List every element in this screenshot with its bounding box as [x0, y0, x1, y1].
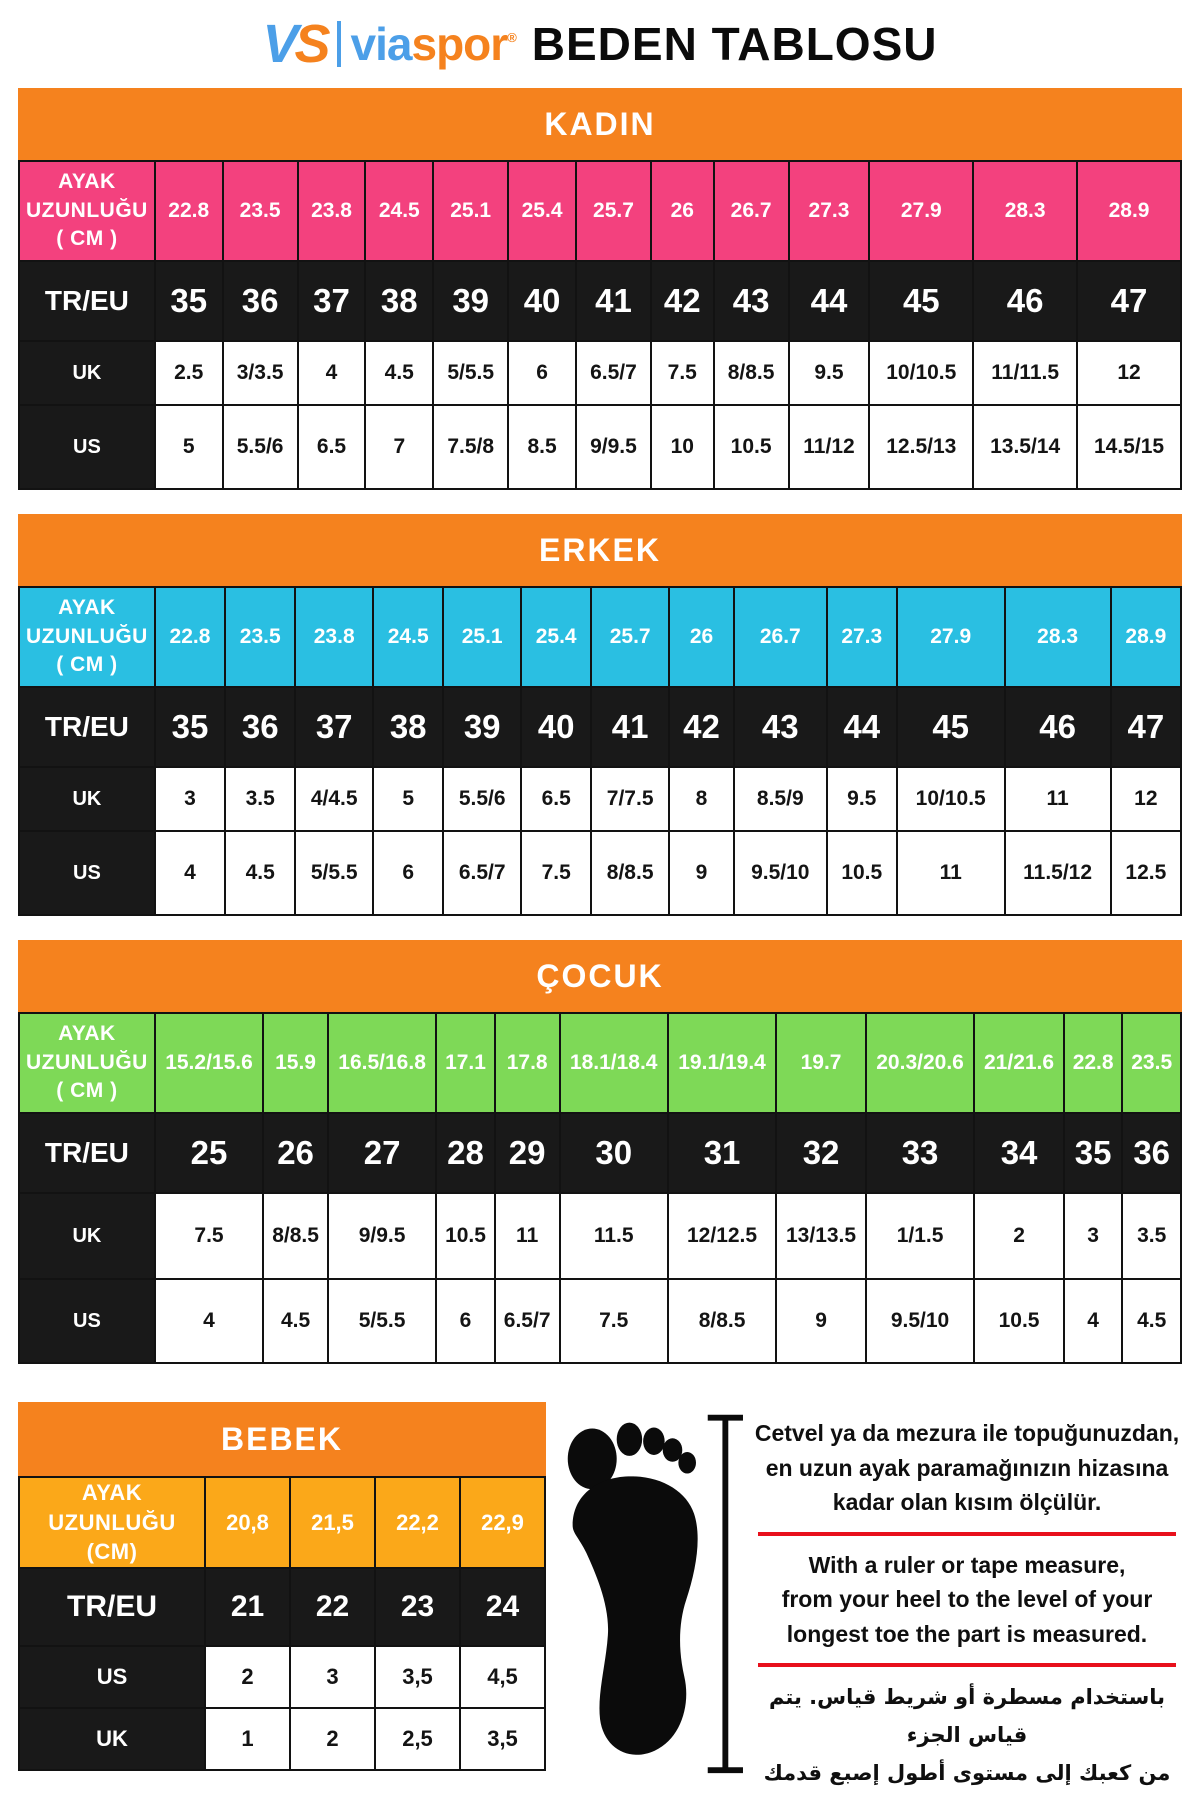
size-cell: 6 [508, 341, 576, 405]
size-cell: 10.5 [827, 831, 897, 915]
instruction-turkish [754, 1416, 1180, 1520]
tr-eu-row [19, 261, 1181, 341]
size-cell: 39 [433, 261, 508, 341]
size-cell: 35 [155, 261, 223, 341]
size-cell: 25.7 [591, 587, 669, 687]
size-grid-kadin [18, 160, 1182, 490]
size-cell: 35 [1064, 1113, 1123, 1193]
size-cell: 2 [205, 1646, 290, 1708]
size-cell: 28.3 [1005, 587, 1111, 687]
size-cell: 3 [290, 1646, 375, 1708]
instruction-line: longest toe the part is measured. [786, 1620, 1148, 1647]
tr-eu-label: TR/EU [19, 261, 155, 341]
size-cell: 8/8.5 [591, 831, 669, 915]
size-cell: 36 [223, 261, 298, 341]
size-cell: 27.9 [897, 587, 1005, 687]
size-cell: 12.5/13 [869, 405, 973, 489]
size-cell: 22.8 [155, 587, 225, 687]
size-cell: 9.5 [827, 767, 897, 831]
size-cell: 15.2/15.6 [155, 1013, 263, 1113]
size-cell: 38 [365, 261, 433, 341]
size-cell: 18.1/18.4 [560, 1013, 668, 1113]
size-cell: 44 [827, 687, 897, 767]
foot-length-text: AYAK UZUNLUĞU [26, 596, 148, 648]
size-cell: 28.9 [1111, 587, 1181, 687]
size-cell: 9 [776, 1279, 866, 1363]
size-grid-erkek [18, 586, 1182, 916]
size-cell: 28.9 [1077, 161, 1181, 261]
brand-mark [262, 14, 327, 74]
uk-label: UK [19, 1708, 205, 1770]
size-cell: 23.8 [298, 161, 366, 261]
table-title-erkek: ERKEK [18, 514, 1182, 586]
size-cell: 28.3 [973, 161, 1077, 261]
size-cell: 4 [298, 341, 366, 405]
size-cell: 6 [436, 1279, 495, 1363]
size-cell: 5 [155, 405, 223, 489]
size-cell: 36 [225, 687, 295, 767]
us-row [19, 405, 1181, 489]
size-cell: 46 [973, 261, 1077, 341]
size-cell: 12/12.5 [668, 1193, 776, 1279]
size-cell: 2 [974, 1193, 1064, 1279]
size-cell: 31 [668, 1113, 776, 1193]
foot-length-text: AYAK UZUNLUĞU [26, 170, 148, 222]
size-cell: 10.5 [436, 1193, 495, 1279]
size-cell: 41 [576, 261, 651, 341]
table-title-cocuk: ÇOCUK [18, 940, 1182, 1012]
size-cell: 4 [155, 1279, 263, 1363]
tr-eu-row [19, 1568, 545, 1646]
size-cell: 29 [495, 1113, 560, 1193]
size-cell: 8/8.5 [714, 341, 789, 405]
size-cell: 8/8.5 [263, 1193, 328, 1279]
size-cell: 10/10.5 [869, 341, 973, 405]
tr-eu-label: TR/EU [19, 1113, 155, 1193]
page-title: BEDEN TABLOSU [531, 18, 938, 70]
size-cell: 3,5 [375, 1646, 460, 1708]
us-row [19, 1646, 545, 1708]
uk-label: UK [19, 1193, 155, 1279]
foot-length-row [19, 587, 1181, 687]
size-cell: 40 [508, 261, 576, 341]
size-cell: 6.5 [521, 767, 591, 831]
us-row [19, 1279, 1181, 1363]
size-cell: 4.5 [263, 1279, 328, 1363]
size-cell: 3.5 [1122, 1193, 1181, 1279]
us-label: US [19, 1279, 155, 1363]
size-cell: 25.4 [521, 587, 591, 687]
size-cell: 4 [1064, 1279, 1123, 1363]
size-cell: 11/12 [789, 405, 870, 489]
size-cell: 9.5/10 [866, 1279, 974, 1363]
us-row [19, 831, 1181, 915]
size-cell: 19.1/19.4 [668, 1013, 776, 1113]
size-cell: 4,5 [460, 1646, 545, 1708]
size-cell: 5/5.5 [295, 831, 373, 915]
size-cell: 22 [290, 1568, 375, 1646]
measurement-instructions [752, 1402, 1182, 1792]
size-cell: 11 [1005, 767, 1111, 831]
size-cell: 11.5 [560, 1193, 668, 1279]
size-cell: 21 [205, 1568, 290, 1646]
size-cell: 5.5/6 [223, 405, 298, 489]
size-cell: 4.5 [1122, 1279, 1181, 1363]
size-cell: 8.5 [508, 405, 576, 489]
uk-label: UK [19, 341, 155, 405]
size-cell: 38 [373, 687, 443, 767]
bottom-section [18, 1402, 1182, 1792]
size-cell: 24 [460, 1568, 545, 1646]
foot-length-text: AYAK UZUNLUĞU [26, 1022, 148, 1074]
size-cell: 13/13.5 [776, 1193, 866, 1279]
instruction-arabic [754, 1679, 1180, 1792]
size-cell: 7/7.5 [591, 767, 669, 831]
size-grid-bebek [18, 1476, 546, 1771]
size-cell: 7.5 [521, 831, 591, 915]
size-cell: 47 [1111, 687, 1181, 767]
instruction-line: en uzun ayak paramağınızın hizasına [765, 1454, 1169, 1481]
registered-mark: ® [507, 30, 516, 45]
size-cell: 23 [375, 1568, 460, 1646]
size-cell: 4 [155, 831, 225, 915]
size-cell: 17.8 [495, 1013, 560, 1113]
size-cell: 8 [669, 767, 734, 831]
size-cell: 27.9 [869, 161, 973, 261]
size-cell: 3 [1064, 1193, 1123, 1279]
size-cell: 26.7 [714, 161, 789, 261]
size-cell: 10.5 [714, 405, 789, 489]
instruction-english [754, 1548, 1180, 1652]
size-cell: 26 [263, 1113, 328, 1193]
table-title-kadin: KADIN [18, 88, 1182, 160]
size-cell: 8/8.5 [668, 1279, 776, 1363]
size-cell: 6.5/7 [495, 1279, 560, 1363]
size-cell: 3 [155, 767, 225, 831]
size-cell: 3.5 [225, 767, 295, 831]
wordmark-blue: via [350, 18, 412, 70]
size-cell: 4/4.5 [295, 767, 373, 831]
size-cell: 19.7 [776, 1013, 866, 1113]
size-cell: 42 [669, 687, 734, 767]
uk-row [19, 341, 1181, 405]
size-cell: 45 [869, 261, 973, 341]
uk-row [19, 1708, 545, 1770]
size-grid-cocuk [18, 1012, 1182, 1364]
brand-logo [262, 14, 516, 74]
size-cell: 2.5 [155, 341, 223, 405]
table-title-bebek: BEBEK [18, 1402, 546, 1476]
size-cell: 9.5 [789, 341, 870, 405]
tr-eu-row [19, 1113, 1181, 1193]
page-header [0, 0, 1200, 88]
uk-row [19, 1193, 1181, 1279]
size-cell: 5/5.5 [328, 1279, 436, 1363]
size-cell: 11/11.5 [973, 341, 1077, 405]
size-cell: 7.5 [560, 1279, 668, 1363]
size-cell: 15.9 [263, 1013, 328, 1113]
foot-measure-figure [546, 1402, 752, 1778]
size-cell: 37 [295, 687, 373, 767]
size-cell: 21,5 [290, 1477, 375, 1568]
size-cell: 10/10.5 [897, 767, 1005, 831]
red-divider [758, 1663, 1176, 1667]
us-label: US [19, 831, 155, 915]
size-cell: 6.5 [298, 405, 366, 489]
size-cell: 47 [1077, 261, 1181, 341]
size-cell: 17.1 [436, 1013, 495, 1113]
uk-row [19, 767, 1181, 831]
size-cell: 37 [298, 261, 366, 341]
size-cell: 10 [651, 405, 714, 489]
foot-length-row [19, 161, 1181, 261]
size-cell: 27.3 [789, 161, 870, 261]
foot-length-label [19, 161, 155, 261]
tr-eu-label: TR/EU [19, 1568, 205, 1646]
size-table-cocuk [18, 940, 1182, 1364]
size-cell: 32 [776, 1113, 866, 1193]
size-cell: 34 [974, 1113, 1064, 1193]
size-cell: 20.3/20.6 [866, 1013, 974, 1113]
size-cell: 21/21.6 [974, 1013, 1064, 1113]
us-label: US [19, 1646, 205, 1708]
size-cell: 27 [328, 1113, 436, 1193]
instruction-line: من كعبك إلى مستوى أطول إصبع قدمك [763, 1760, 1171, 1785]
size-cell: 46 [1005, 687, 1111, 767]
size-cell: 43 [734, 687, 827, 767]
size-cell: 23.5 [225, 587, 295, 687]
foot-length-label [19, 1013, 155, 1113]
ruler-line-icon [708, 1418, 743, 1770]
size-cell: 10.5 [974, 1279, 1064, 1363]
size-cell: 2 [290, 1708, 375, 1770]
size-cell: 43 [714, 261, 789, 341]
cm-unit: (CM) [86, 1539, 138, 1565]
foot-length-label [19, 587, 155, 687]
cm-unit: ( CM ) [56, 227, 118, 251]
logo-divider [337, 21, 341, 67]
size-cell: 7.5/8 [433, 405, 508, 489]
cm-unit: ( CM ) [56, 1079, 118, 1103]
size-cell: 9.5/10 [734, 831, 827, 915]
size-table-bebek [18, 1402, 546, 1771]
size-cell: 12 [1077, 341, 1181, 405]
size-cell: 9 [669, 831, 734, 915]
foot-length-row [19, 1477, 545, 1568]
size-cell: 25.1 [443, 587, 521, 687]
size-cell: 13.5/14 [973, 405, 1077, 489]
size-cell: 5/5.5 [433, 341, 508, 405]
size-cell: 22,9 [460, 1477, 545, 1568]
size-cell: 7.5 [155, 1193, 263, 1279]
size-cell: 11.5/12 [1005, 831, 1111, 915]
size-table-kadin [18, 88, 1182, 490]
size-cell: 7 [365, 405, 433, 489]
size-cell: 11 [495, 1193, 560, 1279]
brand-wordmark [350, 18, 516, 70]
size-cell: 26.7 [734, 587, 827, 687]
foot-length-label [19, 1477, 205, 1568]
instruction-line: Cetvel ya da mezura ile topuğunuzdan, [754, 1420, 1180, 1446]
size-cell: 36 [1122, 1113, 1181, 1193]
brand-mark-v: V [262, 14, 295, 74]
size-cell: 24.5 [373, 587, 443, 687]
size-cell: 40 [521, 687, 591, 767]
foot-length-row [19, 1013, 1181, 1113]
size-cell: 26 [669, 587, 734, 687]
size-cell: 23.5 [223, 161, 298, 261]
us-label: US [19, 405, 155, 489]
size-cell: 8.5/9 [734, 767, 827, 831]
instruction-line: kadar olan kısım ölçülür. [832, 1489, 1102, 1515]
instruction-line: from your heel to the level of your [781, 1586, 1153, 1612]
size-cell: 22.8 [1064, 1013, 1123, 1113]
size-cell: 22,2 [375, 1477, 460, 1568]
size-cell: 7.5 [651, 341, 714, 405]
size-cell: 27.3 [827, 587, 897, 687]
size-cell: 6 [373, 831, 443, 915]
wordmark-orange: spor [411, 18, 508, 70]
size-cell: 33 [866, 1113, 974, 1193]
tr-eu-row [19, 687, 1181, 767]
size-cell: 28 [436, 1113, 495, 1193]
size-cell: 9/9.5 [328, 1193, 436, 1279]
size-cell: 12.5 [1111, 831, 1181, 915]
size-cell: 45 [897, 687, 1005, 767]
size-cell: 25 [155, 1113, 263, 1193]
size-cell: 3/3.5 [223, 341, 298, 405]
size-cell: 22.8 [155, 161, 223, 261]
size-cell: 20,8 [205, 1477, 290, 1568]
size-cell: 25.1 [433, 161, 508, 261]
size-cell: 24.5 [365, 161, 433, 261]
size-cell: 1 [205, 1708, 290, 1770]
size-cell: 44 [789, 261, 870, 341]
foot-length-text: AYAK UZUNLUĞU [48, 1480, 176, 1535]
size-cell: 4.5 [365, 341, 433, 405]
size-cell: 9/9.5 [576, 405, 651, 489]
size-cell: 30 [560, 1113, 668, 1193]
size-cell: 14.5/15 [1077, 405, 1181, 489]
cm-unit: ( CM ) [56, 653, 118, 677]
size-table-erkek [18, 514, 1182, 916]
size-cell: 39 [443, 687, 521, 767]
size-cell: 2,5 [375, 1708, 460, 1770]
size-cell: 1/1.5 [866, 1193, 974, 1279]
size-cell: 25.4 [508, 161, 576, 261]
size-cell: 6.5/7 [576, 341, 651, 405]
size-cell: 11 [897, 831, 1005, 915]
size-cell: 5 [373, 767, 443, 831]
foot-icon [551, 1406, 747, 1778]
instruction-line: باستخدام مسطرة أو شريط قياس. يتم قياس الجزء [768, 1685, 1166, 1747]
uk-label: UK [19, 767, 155, 831]
size-cell: 12 [1111, 767, 1181, 831]
size-cell: 42 [651, 261, 714, 341]
size-cell: 5.5/6 [443, 767, 521, 831]
size-cell: 3,5 [460, 1708, 545, 1770]
size-cell: 35 [155, 687, 225, 767]
size-cell: 41 [591, 687, 669, 767]
size-cell: 4.5 [225, 831, 295, 915]
size-cell: 16.5/16.8 [328, 1013, 436, 1113]
tr-eu-label: TR/EU [19, 687, 155, 767]
size-cell: 25.7 [576, 161, 651, 261]
red-divider [758, 1532, 1176, 1536]
size-cell: 26 [651, 161, 714, 261]
size-cell: 23.8 [295, 587, 373, 687]
brand-mark-s: S [294, 14, 327, 74]
instruction-line: With a ruler or tape measure, [808, 1551, 1126, 1578]
size-cell: 6.5/7 [443, 831, 521, 915]
size-cell: 23.5 [1122, 1013, 1181, 1113]
